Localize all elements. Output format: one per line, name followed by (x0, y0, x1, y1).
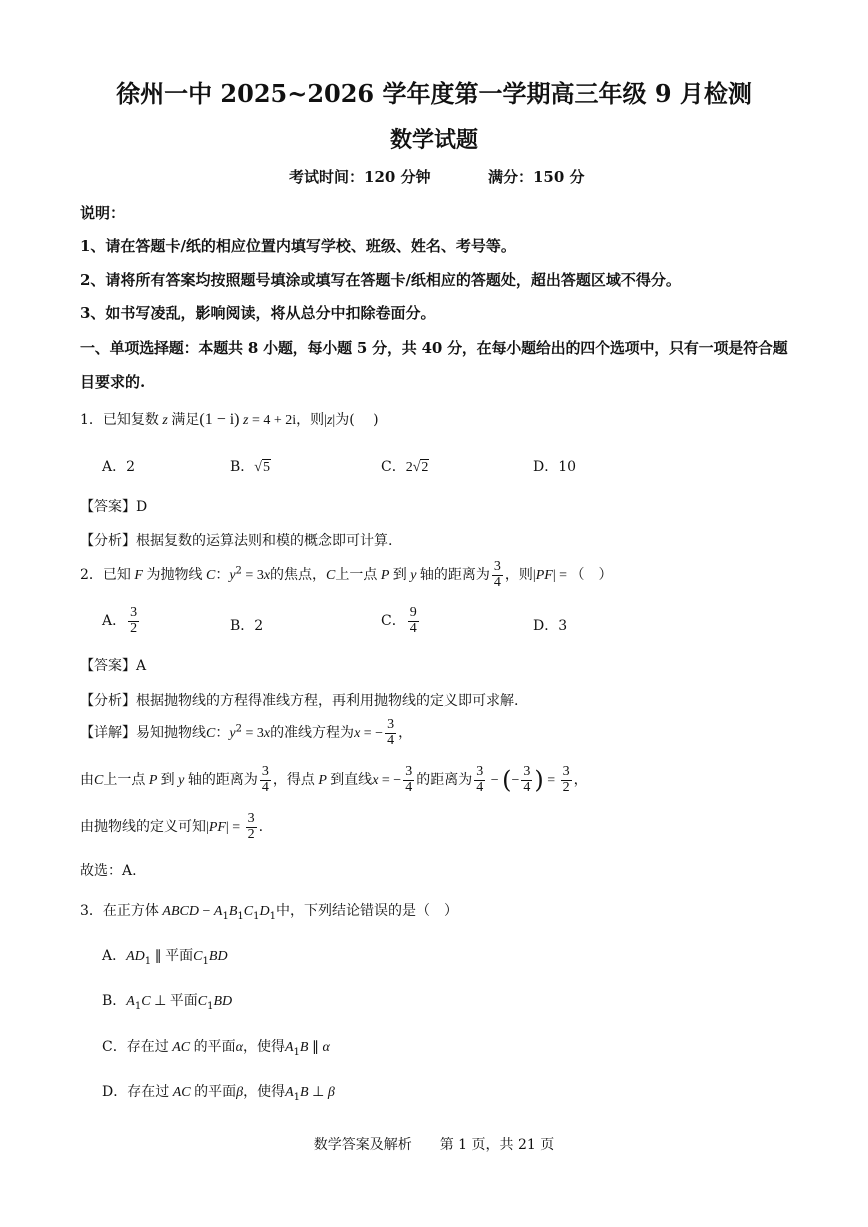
q2-line2-g: 的距离为 (416, 772, 473, 789)
q3-option-d: D．存在过 AC 的平面β，使得$A_1B$ ⊥ β (102, 1084, 335, 1103)
section1-instruction-line2: 目要求的. (80, 373, 146, 391)
q2-line3-a: 由抛物线的定义可知 (80, 819, 206, 836)
exam-title: 徐州一中 2025~2026 学年度第一学期高三年级 9 月检测 (116, 79, 752, 108)
q3-option-b-text: 平面 (169, 993, 198, 1009)
q3-option-b-label: B． (102, 993, 127, 1009)
exam-subtitle: 数学试题 (389, 127, 478, 153)
full-score: 满分：150 分 (488, 168, 585, 186)
q2-detail-line2: 由C上一点 P 到 y 轴的距离为 $\frac{3}{4}$ ，得点 P 到直线x = − $\frac{3}{4}$ 的距离为 $\frac{3}{4}$ − (− $\frac{3}{4}$ ) = $\frac{3}{2}$ ， (80, 764, 588, 795)
q2-stem-g: ，则 (504, 567, 533, 584)
q1-stem-text-c: ，则 (296, 412, 325, 428)
q2-line2-e: ，得点 (272, 772, 315, 789)
q2-option-b: B．2 (230, 618, 264, 634)
note-3: 3、如书写凌乱，影响阅读，将从总分中扣除卷面分。 (80, 304, 436, 322)
q3-option-d-text-b: 的平面 (194, 1084, 237, 1100)
q1-option-c: C．2√2 (381, 459, 429, 475)
q2-detail-b: 的准线方程为 (270, 725, 355, 742)
q3-option-c-text-c: ，使得 (242, 1039, 285, 1055)
q3-stem: 3．在正方体 ABCD − $A_1B_1C_1D_1$中，下列结论错误的是（ ） (80, 903, 458, 922)
q2-stem-a: 2．已知 (80, 567, 131, 584)
q3-option-c-text-b: 的平面 (193, 1039, 236, 1055)
q2-stem-h: （ ） (570, 567, 613, 584)
q1-stem: 1．已知复数 z 满足(1 − i) z = 4 + 2i，则|z|为( ) (80, 411, 379, 428)
q3-option-a-text: 平面 (165, 948, 194, 964)
q1-option-c-label: C． (381, 459, 406, 475)
q2-stem-e: 到 (392, 567, 407, 584)
page-footer: 数学答案及解析 第 1 页，共 21 页 (313, 1137, 555, 1153)
q2-line2-d: 轴的距离为 (187, 772, 258, 789)
q2-detail-line1: 【详解】易知抛物线C：$y^2 = 3x$的准线方程为x = − $\frac{3}{4}$ ， (80, 717, 413, 748)
q3-option-c: C．存在过 AC 的平面α，使得$A_1B$ ∥ α (102, 1039, 330, 1058)
q1-answer: 【答案】D (80, 499, 148, 515)
q2-option-c-label: C． (381, 613, 406, 630)
q1-option-b: B．√5 (230, 459, 270, 475)
q2-stem-b: 为抛物线 (146, 567, 203, 584)
q2-line2-f: 到直线 (330, 772, 373, 789)
section1-instruction-line1: 一、单项选择题：本题共 8 小题，每小题 5 分，共 40 分，在每小题给出的四个选项中，只有一项是符合题 (80, 339, 788, 357)
notes-heading: 说明： (80, 204, 126, 222)
q2-option-a: A． $\frac{3}{2}$ (102, 605, 138, 636)
q2-stem: 2．已知 F 为抛物线 C：$y^2 = 3x$的焦点，C上一点 P 到 y 轴的距离为 $\frac{3}{4}$ ，则|PF| = （ ） (80, 559, 613, 590)
q2-choice: 故选：A. (80, 863, 137, 879)
q3-option-a: A．$AD_1$ ∥ 平面$C_1BD$ (102, 948, 228, 967)
q2-answer: 【答案】A (80, 658, 147, 674)
q3-option-b: B．$A_1C$ ⊥ 平面$C_1BD$ (102, 993, 233, 1012)
q2-option-d: D．3 (533, 618, 568, 634)
q2-detail-line3: 由抛物线的定义可知|PF| = $\frac{3}{2}$ . (80, 811, 264, 842)
q1-option-a: A．2 (102, 459, 136, 475)
q2-detail-a: 【详解】易知抛物线 (80, 725, 206, 742)
q1-analysis: 【分析】根据复数的运算法则和模的概念即可计算. (80, 533, 393, 549)
q2-line2-c: 到 (160, 772, 175, 789)
q1-stem-text-b: 满足 (171, 412, 200, 428)
q1-option-d: D．10 (533, 459, 577, 475)
note-2: 2、请将所有答案均按照题号填涂或填写在答题卡/纸相应的答题处，超出答题区域不得分。 (80, 271, 681, 289)
q3-option-d-text-c: ，使得 (243, 1084, 286, 1100)
q3-option-a-label: A． (102, 948, 127, 964)
q1-stem-text-d: 为( ) (335, 412, 379, 428)
q2-option-c: C． $\frac{9}{4}$ (381, 605, 417, 636)
q2-line2-b: 上一点 (103, 772, 146, 789)
q2-option-a-label: A． (102, 613, 127, 630)
exam-time: 考试时间：120 分钟 (289, 168, 431, 186)
q2-analysis: 【分析】根据抛物线的方程得准线方程，再利用抛物线的定义即可求解. (80, 693, 519, 709)
q2-line2-a: 由 (80, 772, 94, 789)
q3-option-d-label: D．存在过 (102, 1084, 170, 1100)
q3-option-c-label: C．存在过 (102, 1039, 169, 1055)
q1-stem-text-a: 1．已知复数 (80, 412, 159, 428)
q1-option-b-label: B． (230, 459, 255, 475)
q2-stem-c: 的焦点， (270, 567, 327, 584)
q2-stem-d: 上一点 (335, 567, 378, 584)
q2-stem-f: 轴的距离为 (419, 567, 490, 584)
q3-stem-b: 中，下列结论错误的是（ ） (275, 903, 458, 919)
note-1: 1、请在答题卡/纸的相应位置内填写学校、班级、姓名、考号等。 (80, 237, 516, 255)
q3-stem-a: 3．在正方体 (80, 903, 159, 919)
